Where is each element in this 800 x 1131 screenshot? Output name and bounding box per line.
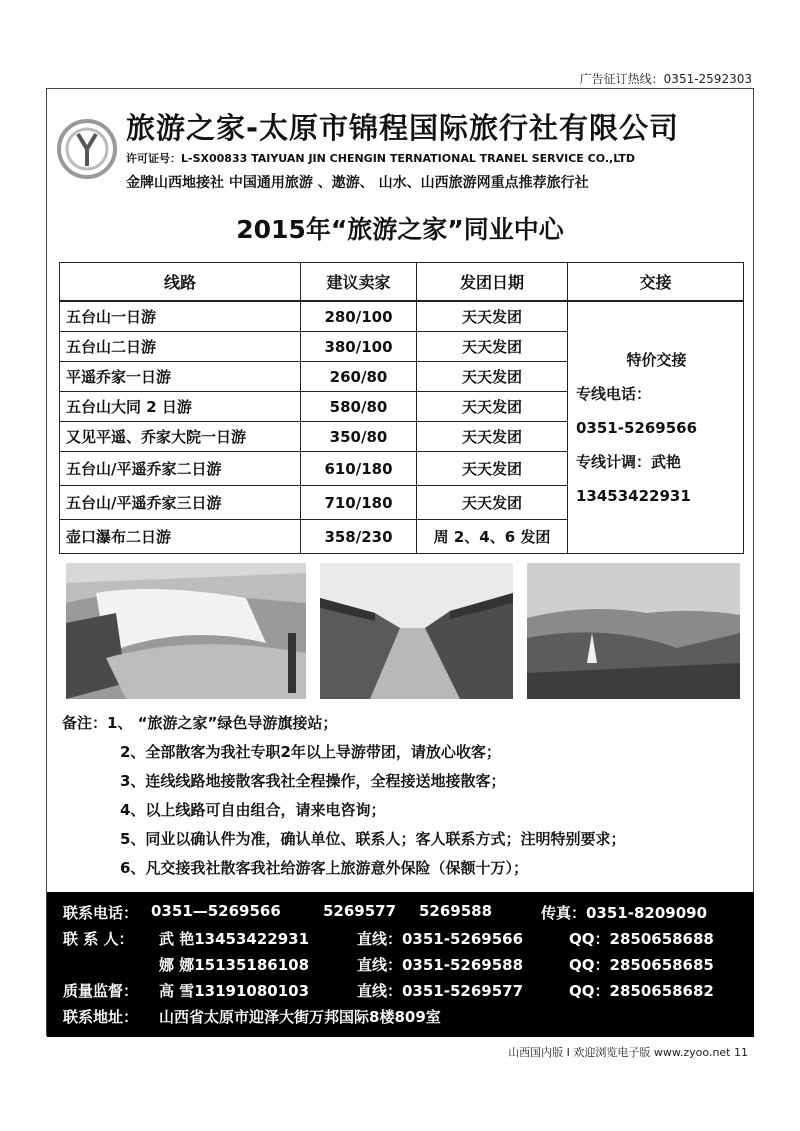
note-item: 3、连线线路地接散客我社全程操作，全程接送地接散客； bbox=[120, 772, 506, 790]
note-item: 6、凡交接我社散客我社给游客上旅游意外保险（保额十万）； bbox=[120, 859, 528, 877]
supervisor-direct: 直线：0351-5269577 bbox=[357, 982, 524, 1000]
header-handover: 交接 bbox=[568, 263, 744, 302]
route-price: 380/100 bbox=[301, 332, 417, 362]
contact-person-direct: 直线：0351-5269566 bbox=[357, 930, 524, 948]
routes-table bbox=[59, 262, 744, 554]
contact-phone-3: 5269588 bbox=[419, 902, 493, 920]
ancient-street-photo bbox=[320, 563, 513, 699]
route-name: 壶口瀑布二日游 bbox=[60, 520, 301, 554]
handover-planner: 专线计调：武艳 bbox=[576, 452, 682, 471]
note-item: 2、全部散客为我社专职2年以上导游带团，请放心收客； bbox=[120, 743, 501, 761]
route-name: 五台山大同 2 日游 bbox=[60, 392, 301, 422]
header-price: 建议卖家 bbox=[301, 263, 417, 302]
route-date: 天天发团 bbox=[417, 392, 568, 422]
contact-person-name: 娜 娜15135186108 bbox=[159, 956, 310, 974]
route-date: 天天发团 bbox=[417, 486, 568, 520]
header-date: 发团日期 bbox=[417, 263, 568, 302]
route-name: 五台山一日游 bbox=[60, 301, 301, 332]
header-route: 线路 bbox=[60, 263, 301, 302]
contact-phone-1: 0351—5269566 bbox=[151, 902, 281, 920]
route-date: 天天发团 bbox=[417, 332, 568, 362]
company-slogan: 金牌山西地接社 中国通用旅游 、遨游、 山水、山西旅游网重点推荐旅行社 bbox=[126, 175, 589, 191]
handover-phone: 0351-5269566 bbox=[576, 418, 698, 437]
route-price: 280/100 bbox=[301, 301, 417, 332]
page-footer: 山西国内版 I 欢迎浏览电子版 www.zyoo.net 11 bbox=[508, 1046, 748, 1059]
ad-hotline: 广告征订热线：0351-2592303 bbox=[579, 72, 752, 86]
handover-phone-label: 专线电话： bbox=[576, 384, 652, 403]
company-name: 旅游之家-太原市锦程国际旅行社有限公司 bbox=[126, 111, 680, 145]
supervisor-qq: QQ：2850658682 bbox=[569, 982, 714, 1000]
note-item: 5、同业以确认件为准，确认单位、联系人；客人联系方式；注明特别要求； bbox=[120, 830, 626, 848]
route-price: 358/230 bbox=[301, 520, 417, 554]
route-price: 710/180 bbox=[301, 486, 417, 520]
handover-title: 特价交接 bbox=[626, 350, 687, 369]
route-date: 天天发团 bbox=[417, 422, 568, 452]
company-logo-icon bbox=[56, 118, 118, 180]
contact-person-name: 武 艳13453422931 bbox=[159, 930, 310, 948]
route-date: 周 2、4、6 发团 bbox=[417, 520, 568, 554]
contact-fax: 传真：0351-8209090 bbox=[541, 904, 708, 922]
page-headline: 2015年“旅游之家”同业中心 bbox=[236, 215, 564, 244]
route-date: 天天发团 bbox=[417, 301, 568, 332]
notes-line-1 bbox=[62, 712, 337, 733]
handover-mobile: 13453422931 bbox=[576, 486, 691, 505]
route-date: 天天发团 bbox=[417, 362, 568, 392]
contact-phone-label: 联系电话： bbox=[63, 904, 139, 922]
supervisor-name: 高 雪13191080103 bbox=[159, 982, 310, 1000]
route-name: 又见平遥、乔家大院一日游 bbox=[60, 422, 301, 452]
route-price: 580/80 bbox=[301, 392, 417, 422]
route-name: 五台山二日游 bbox=[60, 332, 301, 362]
notes-label: 备注： bbox=[62, 714, 108, 732]
note-item: 1、 “旅游之家”绿色导游旗接站； bbox=[107, 714, 338, 732]
address-value: 山西省太原市迎泽大街万邦国际8楼809室 bbox=[159, 1008, 441, 1026]
route-price: 350/80 bbox=[301, 422, 417, 452]
route-name: 平遥乔家一日游 bbox=[60, 362, 301, 392]
contact-panel bbox=[47, 892, 754, 1037]
table-row bbox=[60, 301, 744, 332]
route-price: 610/180 bbox=[301, 452, 417, 486]
route-price: 260/80 bbox=[301, 362, 417, 392]
contact-person-qq: QQ：2850658688 bbox=[569, 930, 714, 948]
contact-phone-2: 5269577 bbox=[323, 902, 397, 920]
address-label: 联系地址： bbox=[63, 1008, 139, 1026]
route-name: 五台山/平遥乔家三日游 bbox=[60, 486, 301, 520]
route-date: 天天发团 bbox=[417, 452, 568, 486]
supervisor-label: 质量监督： bbox=[63, 982, 139, 1000]
temple-mountain-photo bbox=[527, 563, 740, 699]
route-name: 五台山/平遥乔家二日游 bbox=[60, 452, 301, 486]
license-number: 许可证号：L-SX00833 TAIYUAN JIN CHENGIN TERNATIONAL TRANEL SERVICE CO.,LTD bbox=[126, 152, 636, 165]
contact-people-label: 联 系 人： bbox=[63, 930, 134, 948]
handover-info bbox=[568, 301, 744, 554]
contact-person-direct: 直线：0351-5269588 bbox=[357, 956, 524, 974]
note-item: 4、以上线路可自由组合，请来电咨询； bbox=[120, 801, 386, 819]
table-header-row bbox=[60, 263, 744, 302]
waterfall-photo bbox=[66, 563, 306, 699]
contact-person-qq: QQ：2850658685 bbox=[569, 956, 714, 974]
